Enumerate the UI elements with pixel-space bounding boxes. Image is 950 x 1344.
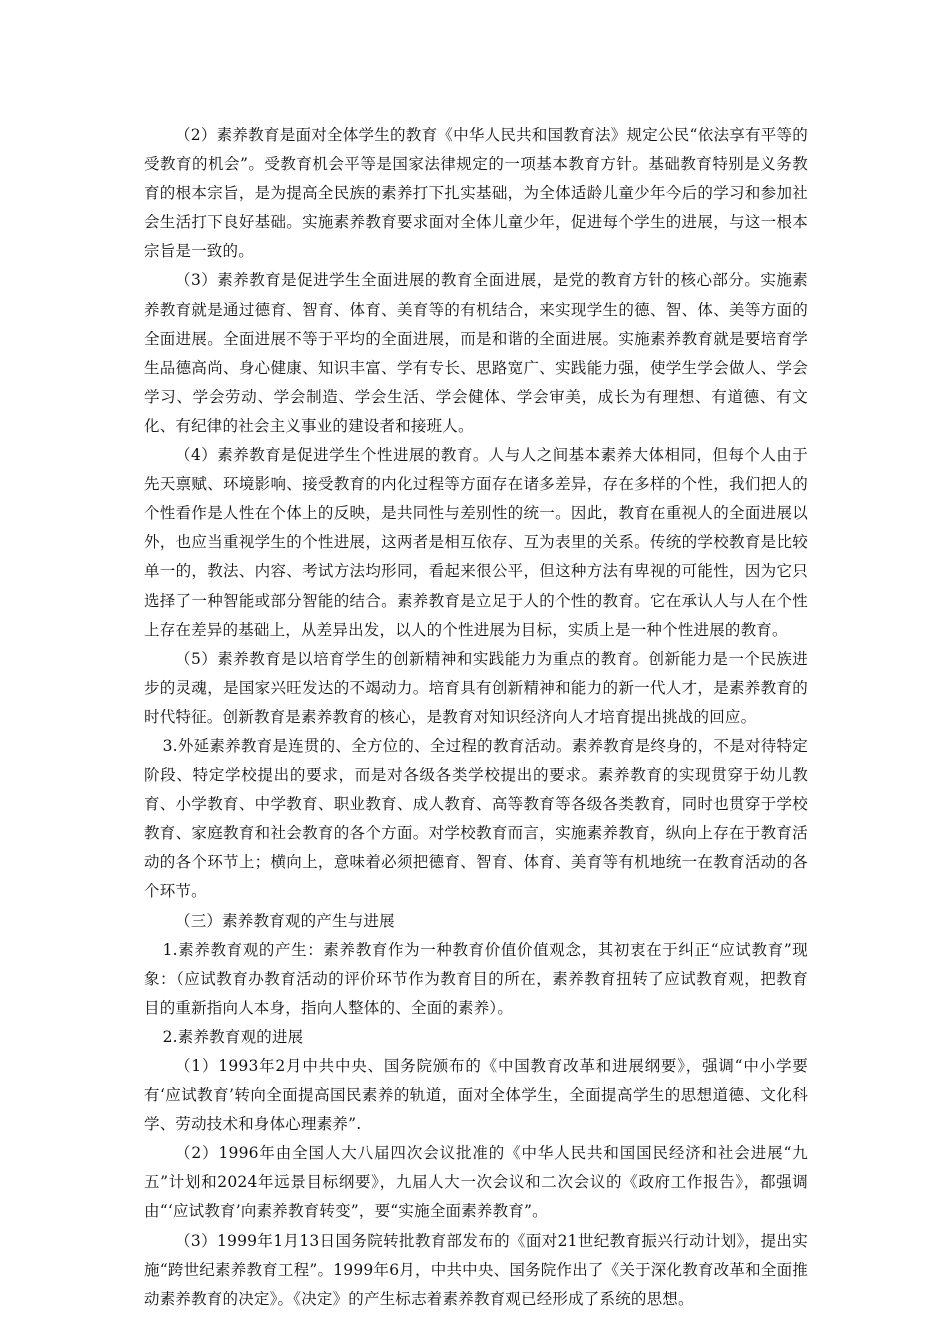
paragraph-5: （5）素养教育是以培育学生的创新精神和实践能力为重点的教育。创新能力是一个民族进步的灵魂，是国家兴旺发达的不竭动力。培育具有创新精神和能力的新一代人才，是素养教育的时代特征。创新教育是素养教育的核心，是教育对知识经济向人才培育提出挑战的回应。 <box>144 649 808 726</box>
paragraph-4: （4）素养教育是促进学生个性进展的教育。人与人之间基本素养大体相同，但每个人由于先天禀赋、环境影响、接受教育的内化过程等方面存在诸多差异，存在多样的个性，我们把人的个性看作是人性在个体上的反映，是共同性与差别性的统一。因此，教育在重视人的全面进展以外，也应当重视学生的个性进展，这两者是相互依存、互为表里的关系。传统的学校教育是比较单一的，教法、内容、考试方法均形同，看起来很公平，但这种方法有卑视的可能性，因为它只选择了一种智能或部分智能的结合。素养教育是立足于人的个性的教育。它在承认人与人在个性上存在差异的基础上，从差异出发，以人的个性进展为目标，实质上是一种个性进展的教育。 <box>144 446 808 639</box>
paragraph-1999: （3）1999年1月13日国务院转批教育部发布的《面对21世纪教育振兴行动计划》，提出实施“跨世纪素养教育工程”。1999年6月，中共中央、国务院作出了《关于深化教育改革和全面推动素养教育的决定》。《决定》的产生标志着素养教育观已经形成了系统的思想。 <box>144 1231 808 1308</box>
paragraph-extension: 3.外延素养教育是连贯的、全方位的、全过程的教育活动。素养教育是终身的，不是对待特定阶段、特定学校提出的要求，而是对各级各类学校提出的要求。素养教育的实现贯穿于幼儿教育、小学教育、中学教育、职业教育、成人教育、高等教育等各级各类教育，同时也贯穿于学校教育、家庭教育和社会教育的各个方面。对学校教育而言，实施素养教育，纵向上存在于教育活动的各个环节上；横向上，意味着必须把德育、智育、体育、美育等有机地统一在教育活动的各个环节。 <box>144 736 808 901</box>
paragraph-development-heading: 2.素养教育观的进展 <box>162 1027 304 1046</box>
section-heading-3: （三）素养教育观的产生与进展 <box>175 911 395 930</box>
paragraph-2: （2）素养教育是面对全体学生的教育《中华人民共和国教育法》规定公民“依法享有平等的受教育的机会”。受教育机会平等是国家法律规定的一项基本教育方针。基础教育特别是义务教育的根本宗旨，是为提高全民族的素养打下扎实基础，为全体适龄儿童少年今后的学习和参加社会生活打下良好基础。实施素养教育要求面对全体儿童少年，促进每个学生的进展，与这一根本宗旨是一致的。 <box>144 126 808 261</box>
paragraph-1996: （2）1996年由全国人大八届四次会议批准的《中华人民共和国国民经济和社会进展“九五”计划和2024年远景目标纲要》，九届人大一次会议和二次会议的《政府工作报告》，都强调由“‘应试教育’向素养教育转变”，要“实施全面素养教育”。 <box>144 1144 808 1221</box>
paragraph-3: （3）素养教育是促进学生全面进展的教育全面进展，是党的教育方针的核心部分。实施素养教育就是通过德育、智育、体育、美育等的有机结合，来实现学生的德、智、体、美等方面的全面进展。全面进展不等于平均的全面进展，而是和谐的全面进展。实施素养教育就是要培育学生品德高尚、身心健康、知识丰富、学有专长、思路宽广、实践能力强，使学生学会做人、学会学习、学会劳动、学会制造、学会生活、学会健体、学会审美，成长为有理想、有道德、有文化、有纪律的社会主义事业的建设者和接班人。 <box>144 271 808 435</box>
paragraph-1993: （1）1993年2月中共中央、国务院颁布的《中国教育改革和进展纲要》，强调“中小学要有‘应试教育’转向全面提高国民素养的轨道，面对全体学生，全面提高学生的思想道德、文化科学、劳动技术和身体心理素养”. <box>144 1057 808 1134</box>
paragraph-origin: 1.素养教育观的产生：素养教育作为一种教育价值价值观念，其初衷在于纠正“应试教育”现象：（应试教育办教育活动的评价环节作为教育目的所在，素养教育扭转了应试教育观，把教育目的重新指向人本身，指向人整体的、全面的素养）。 <box>144 940 808 1017</box>
document-body <box>144 121 808 1314</box>
